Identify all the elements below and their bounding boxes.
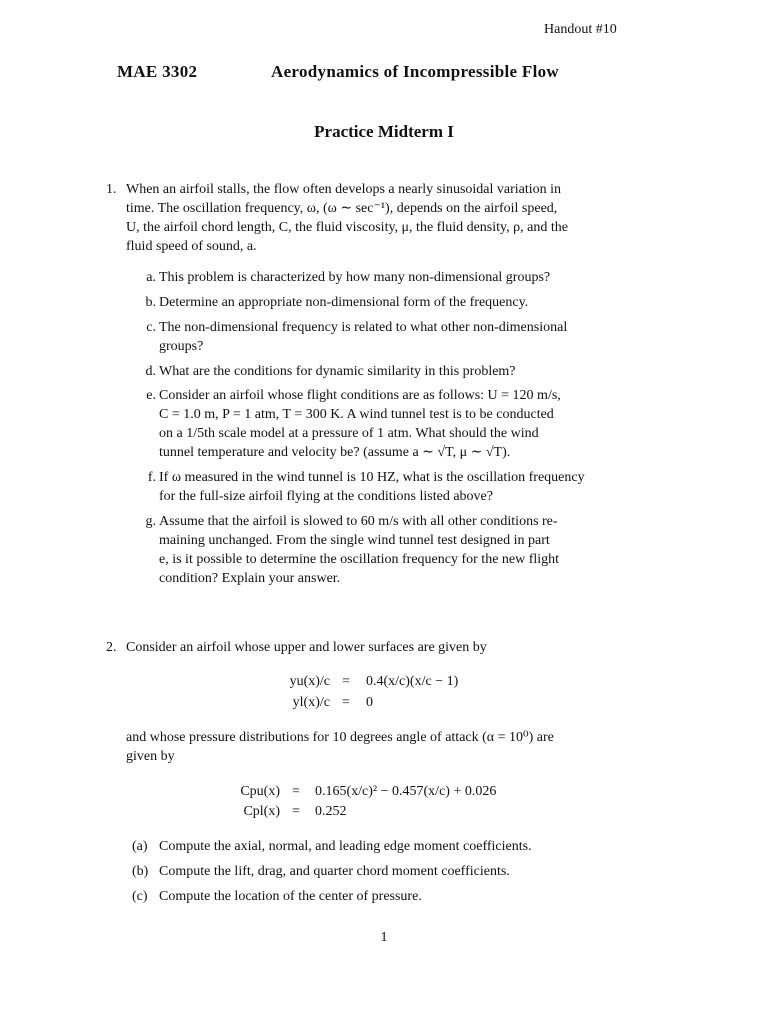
surface-eq-sign: =: [342, 695, 350, 710]
course-code: MAE 3302: [117, 62, 198, 81]
q1-part-g-line: condition? Explain your answer.: [159, 571, 341, 586]
q1-part-b-line: Determine an appropriate non-dimensional form of the frequency.: [159, 295, 529, 310]
q1-part-g-line: maining unchanged. From the single wind tunnel test designed in part: [159, 533, 550, 548]
pressure-eq-sign: =: [292, 804, 300, 819]
surface-eq-rhs: 0: [366, 695, 373, 710]
q1-part-g-line: Assume that the airfoil is slowed to 60 m/s with all other conditions re-: [159, 514, 558, 529]
q1-part-label: d.: [145, 364, 156, 379]
q2-part-label: (a): [132, 839, 148, 854]
pressure-eq-rhs: 0.165(x/c)² − 0.457(x/c) + 0.026: [315, 784, 497, 799]
course-title: Aerodynamics of Incompressible Flow: [271, 62, 560, 81]
pressure-eq-lhs: Cpu(x): [240, 784, 280, 799]
question-1-line-4: fluid speed of sound, a.: [126, 239, 257, 254]
q1-part-d-line: What are the conditions for dynamic similarity in this problem?: [159, 364, 516, 379]
question-1-line-3: U, the airfoil chord length, C, the fluid viscosity, μ, the fluid density, ρ, and the: [126, 220, 568, 235]
question-2-intro: Consider an airfoil whose upper and lower surfaces are given by: [126, 640, 487, 655]
q1-part-c-line: The non-dimensional frequency is related to what other non-dimensional: [159, 320, 568, 335]
q1-part-g-line: e, is it possible to determine the oscillation frequency for the new flight: [159, 552, 560, 567]
q1-part-c-line: groups?: [159, 339, 204, 354]
q2-part-label: (b): [132, 864, 149, 879]
exam-title: Practice Midterm I: [314, 122, 454, 141]
question-1-line-1: When an airfoil stalls, the flow often develops a nearly sinusoidal variation in: [126, 182, 562, 197]
q2-part-label: (c): [132, 889, 148, 904]
q1-part-f-line: for the full-size airfoil flying at the conditions listed above?: [159, 489, 493, 504]
q1-part-label: g.: [145, 514, 156, 529]
pressure-eq-lhs: Cpl(x): [243, 804, 280, 819]
question-1-line-2: time. The oscillation frequency, ω, (ω ∼ sec⁻¹), depends on the airfoil speed,: [126, 201, 558, 216]
pressure-eq-sign: =: [292, 784, 300, 799]
q2-part-a-text: Compute the axial, normal, and leading edge moment coefficients.: [159, 839, 532, 854]
q2-part-b-text: Compute the lift, drag, and quarter chord moment coefficients.: [159, 864, 510, 879]
pressure-intro-line-1: and whose pressure distributions for 10 degrees angle of attack (α = 10⁰) are: [126, 730, 554, 745]
q1-part-label: b.: [145, 295, 156, 310]
q1-part-e-line: Consider an airfoil whose flight conditions are as follows: U = 120 m/s,: [159, 388, 561, 403]
q1-part-e-line: C = 1.0 m, P = 1 atm, T = 300 K. A wind tunnel test is to be conducted: [159, 407, 554, 422]
q1-part-e-line: on a 1/5th scale model at a pressure of 1 atm. What should the wind: [159, 426, 539, 441]
surface-eq-sign: =: [342, 674, 350, 689]
q1-part-f-line: If ω measured in the wind tunnel is 10 HZ, what is the oscillation frequency: [159, 470, 585, 485]
surface-eq-rhs: 0.4(x/c)(x/c − 1): [366, 674, 459, 689]
q1-part-a-line: This problem is characterized by how many non-dimensional groups?: [159, 270, 551, 285]
q1-part-e-line: tunnel temperature and velocity be? (assume a ∼ √T, μ ∼ √T).: [159, 445, 511, 460]
surface-eq-lhs: yu(x)/c: [289, 674, 330, 689]
pressure-intro-line-2: given by: [126, 749, 175, 764]
page-number: 1: [380, 930, 388, 945]
q1-part-label: f.: [147, 470, 156, 485]
q1-part-label: c.: [146, 320, 156, 335]
q1-part-label: a.: [146, 270, 156, 285]
q1-part-label: e.: [146, 388, 156, 403]
handout-number: Handout #10: [544, 22, 617, 37]
question-2-number: 2.: [106, 640, 117, 655]
q2-part-c-text: Compute the location of the center of pressure.: [159, 889, 422, 904]
surface-eq-lhs: yl(x)/c: [292, 695, 330, 710]
question-1-number: 1.: [106, 182, 117, 197]
pressure-eq-rhs: 0.252: [315, 804, 347, 819]
